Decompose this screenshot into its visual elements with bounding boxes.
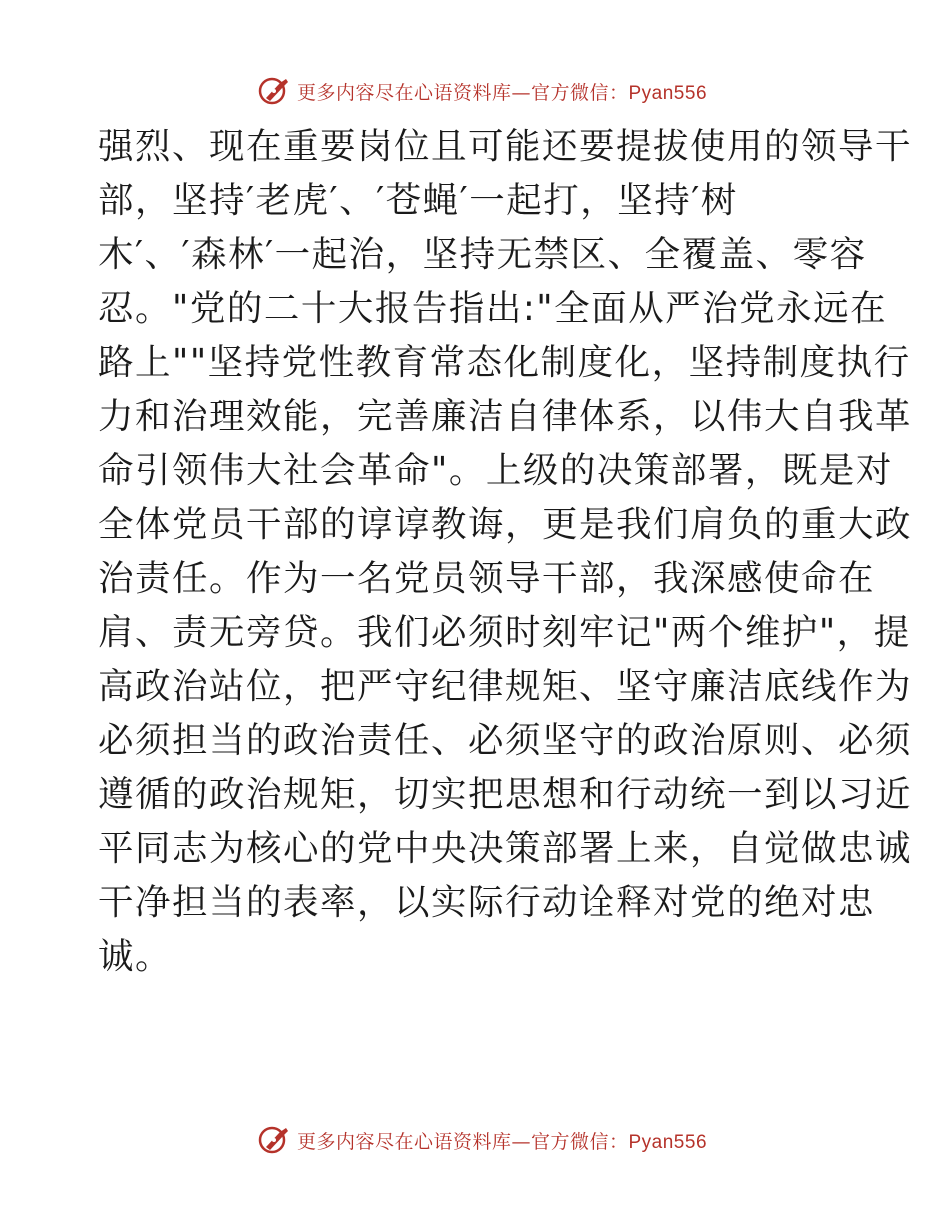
body-line: 部，坚持′老虎′、′苍蝇′一起打，坚持′树 [98, 180, 738, 221]
body-line: 高政治站位，把严守纪律规矩、坚守廉洁底线作为 [98, 666, 913, 707]
body-line: 平同志为核心的党中央决策部署上来，自觉做忠诚 [98, 828, 913, 869]
body-line: 必须担当的政治责任、必须坚守的政治原则、必须 [98, 720, 913, 761]
document-body [98, 120, 913, 984]
header-banner-content[interactable] [257, 74, 707, 108]
header-separator: — [511, 81, 531, 104]
header-banner-text [297, 78, 707, 105]
body-line: 力和治理效能，完善廉洁自律体系，以伟大自我革 [98, 396, 913, 437]
footer-separator: — [511, 1130, 531, 1153]
body-line: 强烈、现在重要岗位且可能还要提拔使用的领导干 [98, 126, 913, 167]
pen-nib-circle-icon [257, 74, 291, 108]
footer-promo-text: 更多内容尽在心语资料库 [296, 1130, 512, 1153]
body-line: 肩、责无旁贷。我们必须时刻牢记"两个维护"，提 [98, 612, 911, 653]
header-promo-text: 更多内容尽在心语资料库 [296, 81, 512, 104]
body-line: 诚。 [98, 936, 173, 977]
body-line: 干净担当的表率，以实际行动诠释对党的绝对忠 [98, 882, 876, 923]
pen-nib-circle-icon [257, 1123, 291, 1157]
footer-banner [0, 1120, 950, 1160]
footer-banner-content[interactable] [257, 1123, 707, 1157]
body-line: 忍。"党的二十大报告指出:"全面从严治党永远在 [98, 288, 888, 329]
footer-wechat-label: 官方微信： [530, 1130, 629, 1153]
header-wechat-label: 官方微信： [530, 81, 629, 104]
footer-banner-text [297, 1127, 707, 1154]
header-banner [0, 71, 950, 111]
body-line: 木′、′森林′一起治，坚持无禁区、全覆盖、零容 [98, 234, 867, 275]
header-wechat-id: Pyan556 [628, 82, 708, 104]
body-line: 遵循的政治规矩，切实把思想和行动统一到以习近 [98, 774, 913, 815]
body-line: 全体党员干部的谆谆教诲，更是我们肩负的重大政 [98, 504, 913, 545]
footer-wechat-id: Pyan556 [628, 1131, 708, 1153]
body-line: 命引领伟大社会革命"。上级的决策部署，既是对 [98, 450, 893, 491]
body-line: 治责任。作为一名党员领导干部，我深感使命在 [98, 558, 876, 599]
body-line: 路上""坚持党性教育常态化制度化，坚持制度执行 [98, 342, 911, 383]
